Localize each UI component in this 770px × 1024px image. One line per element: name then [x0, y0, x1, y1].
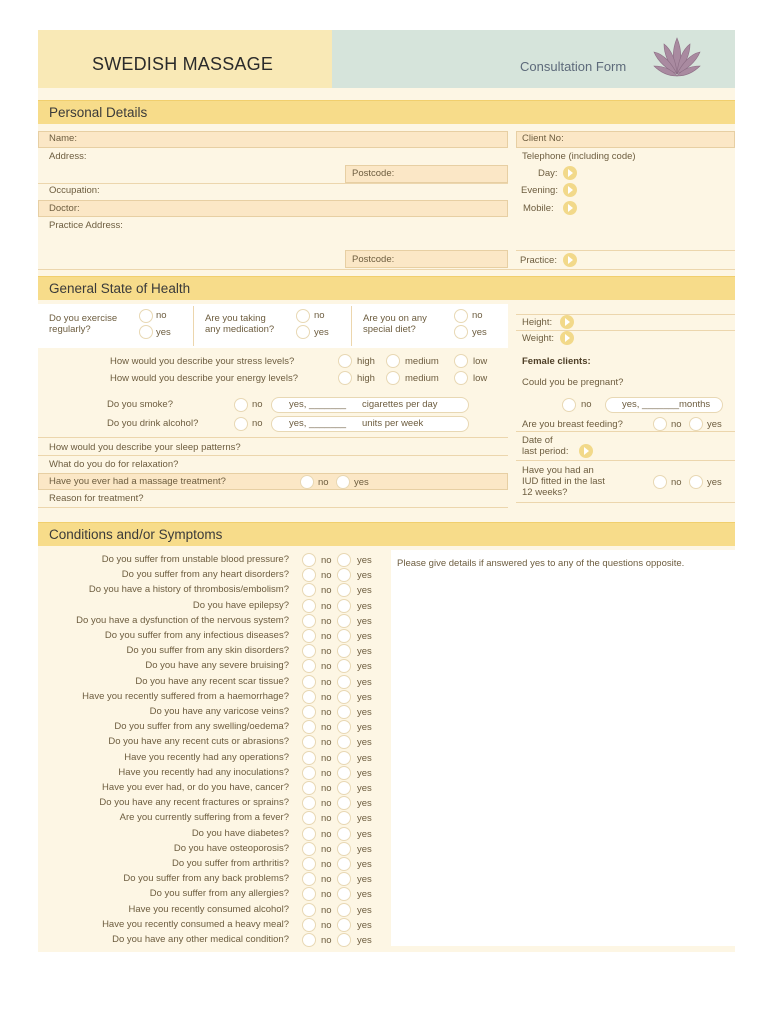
no-label: no — [156, 310, 167, 321]
condition-question: Do you have diabetes? — [191, 827, 289, 839]
yes-blank-label: yes, _______ — [622, 399, 680, 410]
condition-question: Do you have epilepsy? — [192, 599, 289, 611]
yes-label: yes — [314, 327, 329, 338]
yes-label: yes — [357, 935, 372, 946]
condition-question: Do you suffer from unstable blood pressure? — [101, 554, 289, 565]
breast-feeding-question: Are you breast feeding? — [522, 419, 623, 430]
weight-label: Weight: — [522, 333, 555, 344]
condition-yes-radio[interactable] — [337, 887, 351, 901]
lotus-logo-icon — [650, 32, 704, 82]
no-label: no — [671, 419, 682, 430]
condition-yes-radio[interactable] — [337, 842, 351, 856]
practice-label: Practice: — [520, 255, 557, 266]
no-label: no — [321, 859, 332, 870]
yes-label: yes — [354, 477, 369, 488]
condition-question: Have you recently had any inoculations? — [118, 766, 289, 778]
condition-no-radio[interactable] — [302, 751, 316, 765]
condition-no-radio[interactable] — [302, 553, 316, 567]
no-label: no — [321, 585, 332, 597]
condition-no-radio[interactable] — [302, 705, 316, 719]
condition-no-radio[interactable] — [302, 781, 316, 795]
condition-yes-radio[interactable] — [337, 690, 351, 704]
health-heading: General State of Health — [49, 281, 191, 296]
yes-label: yes — [357, 859, 372, 870]
yes-label: yes — [357, 767, 372, 779]
medication-question: Are you taking any medication? — [205, 313, 275, 335]
no-label: no — [321, 767, 332, 779]
condition-question: Do you have any severe bruising? — [145, 660, 289, 672]
no-label: no — [321, 752, 332, 764]
condition-question: Have you recently consumed alcohol? — [128, 903, 289, 915]
no-label: no — [321, 737, 332, 749]
yes-label: yes — [357, 631, 372, 642]
condition-no-radio[interactable] — [302, 675, 316, 689]
pregnant-no-radio[interactable] — [562, 398, 576, 412]
condition-question: Do you have osteoporosis? — [173, 842, 289, 854]
massage-question: Have you ever had a massage treatment? — [49, 476, 226, 487]
divider — [351, 306, 352, 346]
yes-label: yes — [357, 889, 372, 901]
high-label: high — [357, 356, 375, 367]
iud-no-radio[interactable] — [653, 475, 667, 489]
high-label: high — [357, 373, 375, 384]
no-label: no — [321, 661, 332, 673]
condition-no-radio[interactable] — [302, 720, 316, 734]
yes-label: yes — [357, 813, 372, 825]
condition-yes-radio[interactable] — [337, 705, 351, 719]
smoke-no-radio[interactable] — [234, 398, 248, 412]
occupation-label: Occupation: — [49, 185, 100, 196]
diet-question: Are you on any special diet? — [363, 313, 427, 335]
address-label: Address: — [49, 151, 87, 162]
no-label: no — [321, 707, 332, 718]
divider — [38, 269, 735, 270]
divider — [38, 183, 508, 184]
condition-yes-radio[interactable] — [337, 735, 351, 749]
condition-yes-radio[interactable] — [337, 766, 351, 780]
condition-yes-radio[interactable] — [337, 568, 351, 582]
smoke-question: Do you smoke? — [107, 399, 174, 410]
name-label: Name: — [49, 133, 77, 144]
mobile-label: Mobile: — [523, 203, 554, 214]
relax-question: What do you do for relaxation? — [49, 459, 179, 470]
breast-feeding-no-radio[interactable] — [653, 417, 667, 431]
condition-question: Are you currently suffering from a fever? — [119, 812, 289, 824]
no-label: no — [321, 889, 332, 901]
yes-label: yes — [357, 874, 372, 886]
evening-label: Evening: — [521, 185, 558, 196]
condition-question: Do you have a dysfunction of the nervous system? — [76, 614, 289, 626]
exercise-question: Do you exercise regularly? — [49, 313, 118, 335]
doctor-field[interactable] — [38, 200, 508, 217]
divider — [38, 455, 508, 456]
yes-label: yes — [357, 919, 372, 931]
health-banner — [38, 276, 735, 300]
weight-arrow-icon[interactable] — [560, 331, 574, 345]
pregnant-question: Could you be pregnant? — [522, 377, 624, 388]
exercise-no-radio[interactable] — [139, 309, 153, 323]
yes-label: yes — [357, 676, 372, 688]
condition-question: Have you recently consumed a heavy meal? — [102, 918, 289, 930]
yes-label: yes — [707, 477, 722, 488]
condition-yes-radio[interactable] — [337, 811, 351, 825]
no-label: no — [321, 919, 332, 931]
condition-no-radio[interactable] — [302, 933, 316, 947]
condition-no-radio[interactable] — [302, 842, 316, 856]
no-label: no — [321, 783, 332, 794]
practice-arrow-icon[interactable] — [563, 253, 577, 267]
condition-no-radio[interactable] — [302, 903, 316, 917]
no-label: no — [321, 646, 332, 658]
condition-no-radio[interactable] — [302, 872, 316, 886]
no-label: no — [321, 935, 332, 946]
divider — [516, 314, 735, 315]
mobile-arrow-icon[interactable] — [563, 201, 577, 215]
divider — [38, 437, 508, 438]
iud-yes-radio[interactable] — [689, 475, 703, 489]
yes-label: yes — [707, 419, 722, 430]
breast-feeding-yes-radio[interactable] — [689, 417, 703, 431]
yes-label: yes — [357, 585, 372, 597]
condition-no-radio[interactable] — [302, 857, 316, 871]
condition-yes-radio[interactable] — [337, 918, 351, 932]
divider — [516, 250, 735, 251]
condition-no-radio[interactable] — [302, 690, 316, 704]
day-arrow-icon[interactable] — [563, 166, 577, 180]
condition-no-radio[interactable] — [302, 827, 316, 841]
telephone-label: Telephone (including code) — [522, 151, 636, 162]
condition-no-radio[interactable] — [302, 796, 316, 810]
no-label: no — [321, 722, 332, 734]
massage-no-radio[interactable] — [300, 475, 314, 489]
no-label: no — [321, 813, 332, 825]
condition-yes-radio[interactable] — [337, 583, 351, 597]
yes-label: yes — [357, 752, 372, 764]
massage-yes-radio[interactable] — [336, 475, 350, 489]
details-note: Please give details if answered yes to any of the questions opposite. — [397, 558, 685, 569]
no-label: no — [581, 399, 592, 410]
condition-yes-radio[interactable] — [337, 675, 351, 689]
medication-no-radio[interactable] — [296, 309, 310, 323]
yes-label: yes — [357, 904, 372, 916]
condition-question: Have you recently had any operations? — [124, 751, 289, 763]
day-label: Day: — [538, 168, 558, 179]
no-label: no — [252, 418, 263, 429]
reason-question: Reason for treatment? — [49, 493, 144, 504]
condition-question: Do you suffer from any heart disorders? — [121, 569, 289, 581]
energy-medium-radio[interactable] — [386, 371, 400, 385]
condition-yes-radio[interactable] — [337, 644, 351, 658]
units-label: units per week — [362, 418, 424, 429]
evening-arrow-icon[interactable] — [563, 183, 577, 197]
female-clients-label: Female clients: — [522, 356, 591, 367]
condition-no-radio[interactable] — [302, 918, 316, 932]
condition-question: Do you have any recent fractures or sprains? — [99, 797, 289, 809]
divider — [516, 431, 735, 432]
no-label: no — [321, 631, 332, 642]
condition-yes-radio[interactable] — [337, 933, 351, 947]
divider — [516, 330, 735, 331]
yes-label: yes — [357, 555, 372, 566]
no-label: no — [314, 310, 325, 321]
alcohol-question: Do you drink alcohol? — [107, 418, 199, 429]
height-arrow-icon[interactable] — [560, 315, 574, 329]
iud-question: Have you had an IUD fitted in the last 12 weeks? — [522, 465, 605, 498]
no-label: no — [321, 874, 332, 886]
consultation-form — [38, 30, 735, 952]
condition-question: Do you have any varicose veins? — [149, 706, 289, 717]
practice-postcode-label: Postcode: — [352, 254, 395, 265]
no-label: no — [318, 477, 329, 488]
yes-label: yes — [472, 327, 487, 338]
condition-question: Do you have any other medical condition? — [112, 934, 289, 945]
no-label: no — [321, 570, 332, 582]
condition-no-radio[interactable] — [302, 644, 316, 658]
name-field[interactable] — [38, 131, 508, 148]
personal-details-banner — [38, 100, 735, 124]
yes-label: yes — [357, 646, 372, 658]
no-label: no — [321, 676, 332, 688]
condition-yes-radio[interactable] — [337, 751, 351, 765]
no-label: no — [321, 615, 332, 627]
yes-blank-label: yes, _______ — [289, 418, 347, 429]
condition-no-radio[interactable] — [302, 766, 316, 780]
practice-address-label: Practice Address: — [49, 220, 123, 231]
condition-no-radio[interactable] — [302, 583, 316, 597]
yes-label: yes — [156, 327, 171, 338]
condition-no-radio[interactable] — [302, 887, 316, 901]
sleep-question: How would you describe your sleep patterns? — [49, 442, 241, 453]
condition-question: Do you suffer from any swelling/oedema? — [114, 721, 289, 733]
condition-yes-radio[interactable] — [337, 903, 351, 917]
details-box[interactable] — [391, 550, 735, 946]
condition-no-radio[interactable] — [302, 599, 316, 613]
yes-label: yes — [357, 722, 372, 734]
low-label: low — [473, 373, 488, 384]
medication-yes-radio[interactable] — [296, 325, 310, 339]
condition-yes-radio[interactable] — [337, 599, 351, 613]
period-arrow-icon[interactable] — [579, 444, 593, 458]
condition-yes-radio[interactable] — [337, 872, 351, 886]
personal-details-heading: Personal Details — [49, 105, 148, 120]
months-label: months — [679, 399, 711, 410]
condition-question: Do you suffer from any allergies? — [149, 888, 289, 900]
no-label: no — [321, 904, 332, 916]
condition-no-radio[interactable] — [302, 568, 316, 582]
condition-question: Do you have a history of thrombosis/embolism? — [88, 584, 289, 596]
yes-label: yes — [357, 828, 372, 840]
condition-no-radio[interactable] — [302, 811, 316, 825]
yes-label: yes — [357, 600, 372, 612]
energy-high-radio[interactable] — [338, 371, 352, 385]
no-label: no — [321, 555, 332, 566]
stress-question: How would you describe your stress levels? — [110, 356, 295, 367]
condition-question: Do you suffer from any skin disorders? — [126, 645, 289, 657]
condition-yes-radio[interactable] — [337, 720, 351, 734]
yes-label: yes — [357, 737, 372, 749]
condition-yes-radio[interactable] — [337, 659, 351, 673]
diet-no-radio[interactable] — [454, 309, 468, 323]
condition-yes-radio[interactable] — [337, 796, 351, 810]
condition-no-radio[interactable] — [302, 735, 316, 749]
condition-question: Do you have any recent scar tissue? — [135, 675, 289, 687]
divider — [38, 507, 508, 508]
no-label: no — [671, 477, 682, 488]
condition-yes-radio[interactable] — [337, 614, 351, 628]
condition-yes-radio[interactable] — [337, 827, 351, 841]
yes-label: yes — [357, 707, 372, 718]
form-title: SWEDISH MASSAGE — [92, 54, 274, 74]
exercise-yes-radio[interactable] — [139, 325, 153, 339]
alcohol-no-radio[interactable] — [234, 417, 248, 431]
stress-high-radio[interactable] — [338, 354, 352, 368]
low-label: low — [473, 356, 488, 367]
condition-question: Have you recently suffered from a haemorrhage? — [82, 690, 289, 702]
energy-question: How would you describe your energy levels? — [110, 373, 298, 384]
no-label: no — [321, 691, 332, 703]
condition-no-radio[interactable] — [302, 629, 316, 643]
condition-question: Do you have any recent cuts or abrasions? — [108, 736, 289, 748]
condition-question: Do you suffer from any back problems? — [123, 873, 289, 885]
no-label: no — [252, 399, 263, 410]
no-label: no — [321, 843, 332, 855]
conditions-heading: Conditions and/or Symptoms — [49, 527, 223, 542]
client-no-label: Client No: — [522, 133, 564, 144]
medium-label: medium — [405, 373, 439, 384]
yes-label: yes — [357, 783, 372, 794]
postcode-label: Postcode: — [352, 168, 395, 179]
medium-label: medium — [405, 356, 439, 367]
yes-label: yes — [357, 691, 372, 703]
condition-yes-radio[interactable] — [337, 781, 351, 795]
no-label: no — [472, 310, 483, 321]
yes-label: yes — [357, 661, 372, 673]
diet-yes-radio[interactable] — [454, 325, 468, 339]
condition-no-radio[interactable] — [302, 659, 316, 673]
stress-low-radio[interactable] — [454, 354, 468, 368]
yes-label: yes — [357, 570, 372, 582]
condition-no-radio[interactable] — [302, 614, 316, 628]
period-question: Date of last period: — [522, 435, 569, 457]
divider — [516, 460, 735, 461]
divider — [516, 502, 735, 503]
doctor-label: Doctor: — [49, 203, 80, 214]
no-label: no — [321, 600, 332, 612]
cigarettes-label: cigarettes per day — [362, 399, 438, 410]
yes-blank-label: yes, _______ — [289, 399, 347, 410]
condition-yes-radio[interactable] — [337, 857, 351, 871]
yes-label: yes — [357, 615, 372, 627]
yes-label: yes — [357, 798, 372, 810]
condition-yes-radio[interactable] — [337, 553, 351, 567]
divider — [193, 306, 194, 346]
no-label: no — [321, 798, 332, 810]
condition-question: Have you ever had, or do you have, cancer? — [102, 782, 289, 793]
no-label: no — [321, 828, 332, 840]
condition-question: Do you suffer from any infectious diseases? — [104, 630, 289, 641]
condition-yes-radio[interactable] — [337, 629, 351, 643]
energy-low-radio[interactable] — [454, 371, 468, 385]
condition-question: Do you suffer from arthritis? — [171, 858, 289, 869]
stress-medium-radio[interactable] — [386, 354, 400, 368]
yes-label: yes — [357, 843, 372, 855]
conditions-banner — [38, 522, 735, 546]
height-label: Height: — [522, 317, 553, 328]
form-subtitle: Consultation Form — [520, 59, 627, 74]
